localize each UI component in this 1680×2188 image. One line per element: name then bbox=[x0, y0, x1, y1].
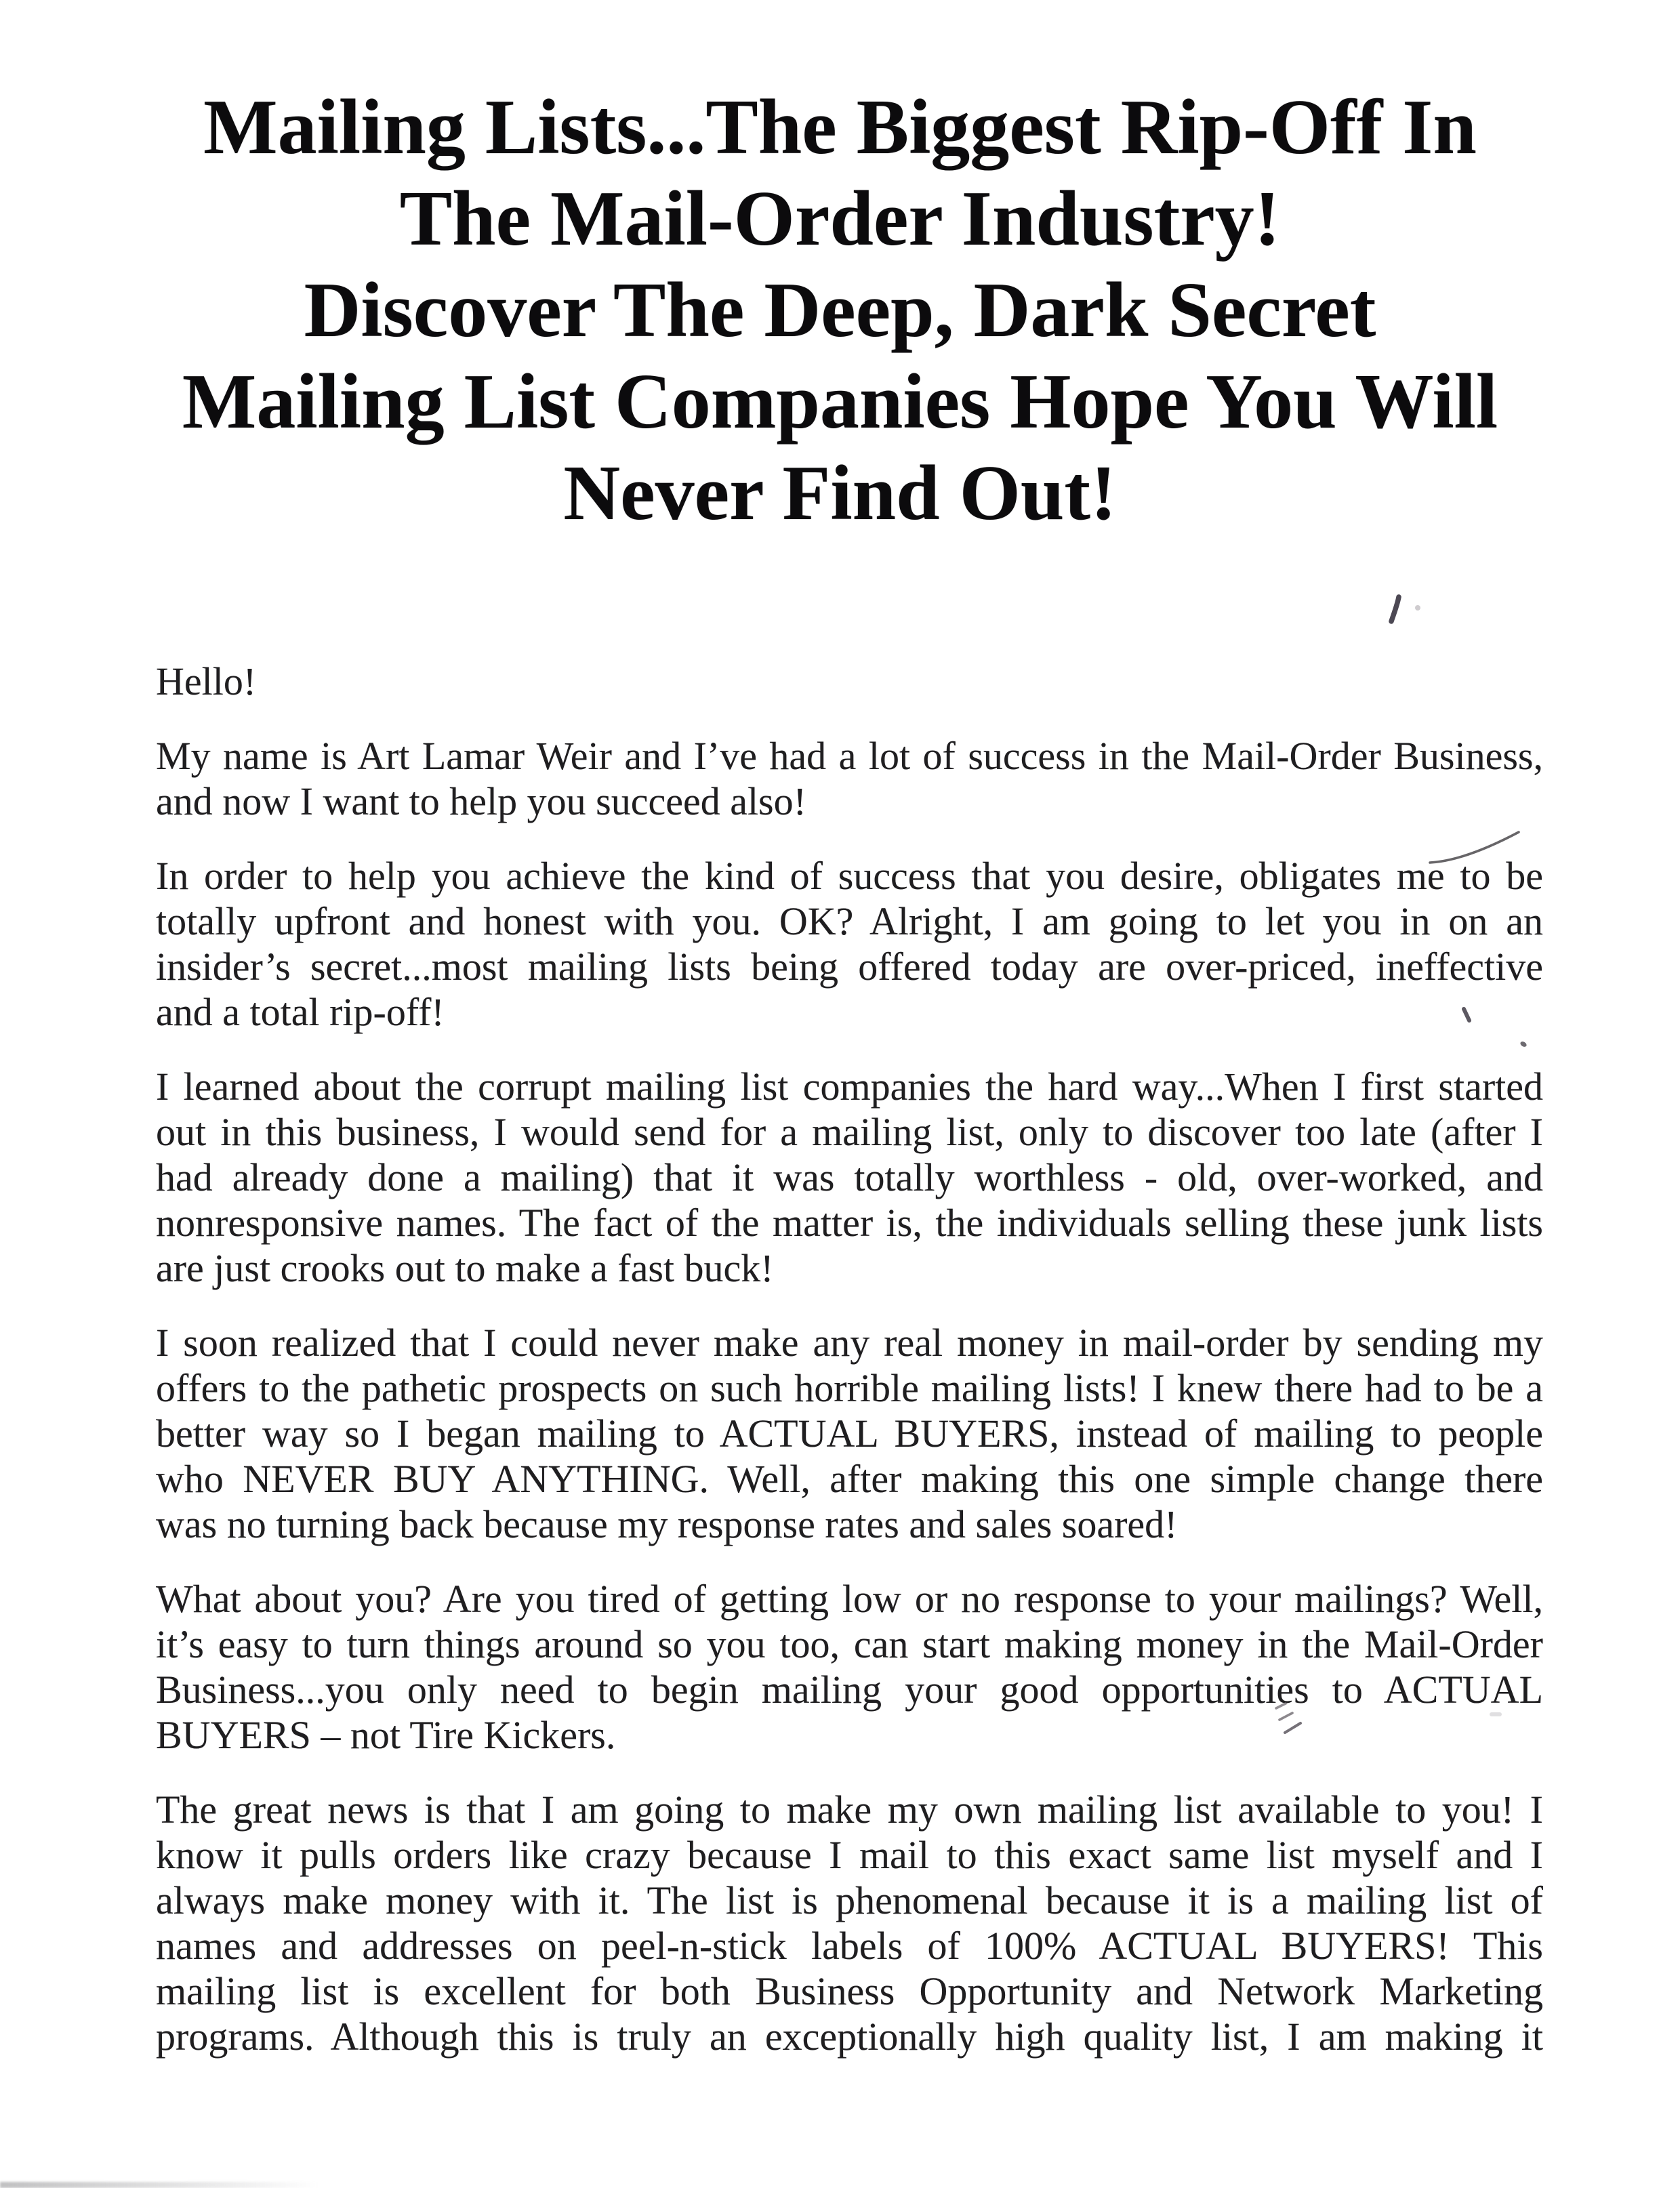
paragraph bbox=[156, 1576, 1543, 1758]
paragraph bbox=[156, 1787, 1543, 2059]
headline-line: Never Find Out! bbox=[563, 450, 1117, 537]
text-line: In order to help you achieve the kind of success that you desire, obligates me to be bbox=[156, 854, 1543, 898]
paragraph bbox=[156, 853, 1543, 1035]
headline-line: The Mail-Order Industry! bbox=[399, 176, 1281, 262]
text-line: are just crooks out to make a fast buck! bbox=[156, 1246, 774, 1290]
headline-line: Discover The Deep, Dark Secret bbox=[304, 267, 1376, 354]
text-line: The great news is that I am going to make my own mailing list available to you! I bbox=[156, 1788, 1543, 1832]
text-line: programs. Although this is truly an exceptionally high quality list, I am making it bbox=[156, 2015, 1543, 2059]
text-line: had already done a mailing) that it was totally worthless - old, over-worked, and bbox=[156, 1155, 1543, 1199]
text-line: What about you? Are you tired of getting low or no response to your mailings? Well, bbox=[156, 1577, 1543, 1621]
text-line: nonresponsive names. The fact of the matter is, the individuals selling these junk lists bbox=[156, 1201, 1543, 1245]
text-line: offers to the pathetic prospects on such horrible mailing lists! I knew there had to be a bbox=[156, 1366, 1543, 1410]
text-line: and now I want to help you succeed also! bbox=[156, 779, 806, 823]
text-line: insider’s secret...most mailing lists being offered today are over-priced, ineffective bbox=[156, 945, 1543, 989]
text-line: always make money with it. The list is phenomenal because it is a mailing list of bbox=[156, 1878, 1543, 1922]
text-line: know it pulls orders like crazy because I mail to this exact same list myself and I bbox=[156, 1833, 1543, 1877]
text-line: who NEVER BUY ANYTHING. Well, after making this one simple change there bbox=[156, 1457, 1543, 1501]
paragraph bbox=[156, 1064, 1543, 1291]
letter-body bbox=[156, 659, 1543, 2059]
paragraph bbox=[156, 659, 1543, 704]
text-line: BUYERS – not Tire Kickers. bbox=[156, 1713, 616, 1757]
text-line: out in this business, I would send for a mailing list, only to discover too late (after I bbox=[156, 1110, 1543, 1154]
text-line: was no turning back because my response rates and sales soared! bbox=[156, 1502, 1178, 1546]
paragraph bbox=[156, 1320, 1543, 1547]
text-line: and a total rip-off! bbox=[156, 990, 445, 1034]
letter-headline bbox=[27, 82, 1653, 539]
text-line: My name is Art Lamar Weir and I’ve had a lot of success in the Mail-Order Business, bbox=[156, 734, 1543, 778]
pen-mark-apostrophe-tick bbox=[1385, 594, 1406, 625]
headline-line: Mailing Lists...The Biggest Rip-Off In bbox=[203, 84, 1477, 171]
headline-line: Mailing List Companies Hope You Will bbox=[182, 358, 1498, 445]
paragraph bbox=[156, 733, 1543, 824]
text-line: totally upfront and honest with you. OK? Alright, I am going to let you in on an bbox=[156, 899, 1543, 943]
text-line: Business...you only need to begin mailing your good opportunities to ACTUAL bbox=[156, 1668, 1543, 1712]
text-line: I soon realized that I could never make any real money in mail-order by sending my bbox=[156, 1321, 1543, 1365]
text-line: I learned about the corrupt mailing list companies the hard way...When I first started bbox=[156, 1065, 1543, 1109]
text-line: better way so I began mailing to ACTUAL BUYERS, instead of mailing to people bbox=[156, 1411, 1543, 1456]
text-line: Hello! bbox=[156, 659, 257, 703]
pen-mark-faint-dot bbox=[1415, 605, 1420, 611]
text-line: mailing list is excellent for both Business Opportunity and Network Marketing bbox=[156, 1969, 1543, 2013]
text-line: it’s easy to turn things around so you too, can start making money in the Mail-Order bbox=[156, 1622, 1543, 1666]
text-line: names and addresses on peel-n-stick labels of 100% ACTUAL BUYERS! This bbox=[156, 1924, 1543, 1968]
scan-bottom-edge-streak bbox=[0, 2182, 319, 2188]
